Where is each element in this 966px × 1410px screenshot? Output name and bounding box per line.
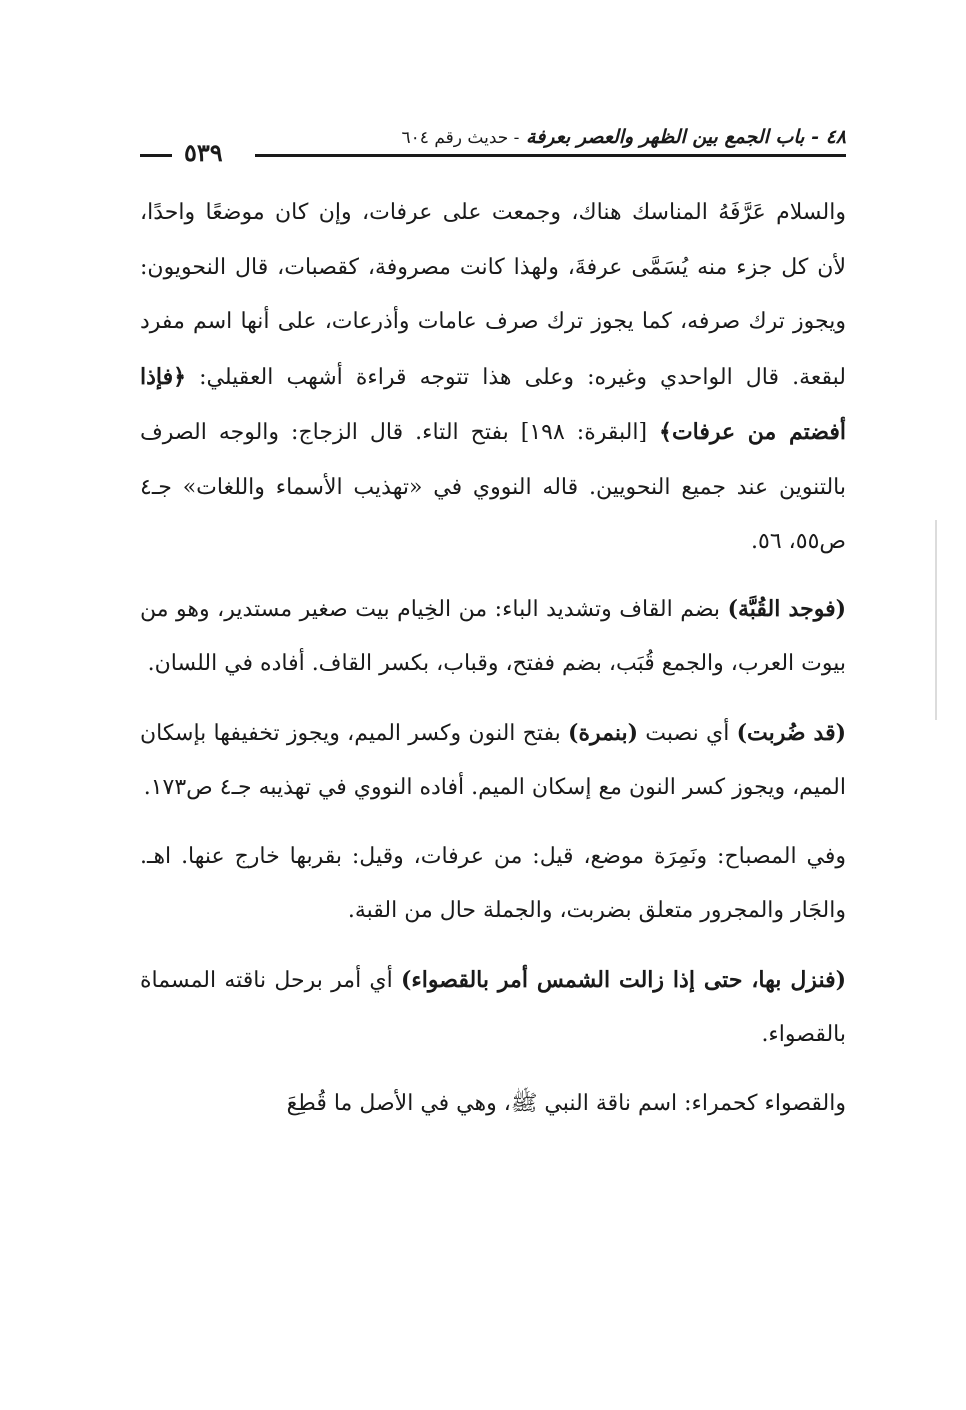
p1-quran-quote: ﴿فإذا أفضتم من عرفات﴾ bbox=[140, 363, 846, 445]
p2-lemma: (فوجد القُبَّة) bbox=[727, 595, 846, 622]
paragraph-4 bbox=[140, 830, 846, 939]
chapter-title bbox=[402, 126, 846, 148]
p1-text-2: [البقرة: ١٩٨] بفتح التاء. قال الزجاج: والوجه الصرف بالتنوين عند جميع النحويين. قاله النووي في «تهذيب الأسماء واللغات» جـ٤ ص٥٥، ٥٦. bbox=[140, 420, 846, 554]
paragraph-1 bbox=[140, 186, 846, 570]
running-header bbox=[140, 118, 846, 168]
paragraph-5 bbox=[140, 953, 846, 1063]
p3-lemma: (قد ضُربت) bbox=[736, 719, 846, 746]
p3-lemma-2: (بنمرة) bbox=[568, 719, 639, 746]
p1-text-1: والسلام عَرَّفَهُ المناسك هناك، وجمعت على عرفات، وإن كان موضعًا واحدًا، لأن كل جزء منه يُسَمَّى عرفةَ، ولهذا كانت مصروفة، كقصبات، قال النحويون: ويجوز ترك صرفه، كما يجوز ترك صرف عامات وأذرعات، على أنها اسم مفرد لبقعة. قال الواحدي وغيره: وعلى هذا تتوجه قراءة أشهب العقيلي: bbox=[140, 200, 846, 390]
page-number: ٥٣٩ bbox=[184, 138, 223, 167]
scan-margin-line bbox=[935, 520, 937, 720]
header-rule-left bbox=[140, 154, 172, 157]
header-rule-right bbox=[255, 154, 846, 157]
p3-text-2: بفتح النون وكسر الميم، ويجوز تخفيفها بإسكان الميم، ويجوز كسر النون مع إسكان الميم. أفاده النووي في تهذيبه جـ٤ ص١٧٣. bbox=[140, 720, 846, 800]
p3-text-1: أي نصبت bbox=[638, 720, 737, 746]
page-body bbox=[140, 186, 846, 1145]
paragraph-6 bbox=[140, 1077, 846, 1132]
p5-lemma: (فنزل بها، حتى إذا زالت الشمس أمر بالقصواء) bbox=[401, 966, 847, 993]
hadith-number: - حديث رقم ٦٠٤ bbox=[401, 128, 520, 148]
p6-text: والقصواء كحمراء: اسم ناقة النبي ﷺ، وهي في الأصل ما قُطِعَ bbox=[286, 1090, 846, 1116]
paragraph-3 bbox=[140, 706, 846, 816]
p4-text: وفي المصباح: ونَمِرَة موضع، قيل: من عرفات، وقيل: بقربها خارج عنها. اهـ. والجَار والمجرور متعلق بضربت، والجملة حال من القبة. bbox=[140, 843, 846, 923]
p2-text: بضم القاف وتشديد الباء: من الخِيام بيت صغير مستدير، وهو من بيوت العرب، والجمع قُبَب، بضم ففتح، وقباب، بكسر القاف. أفاده في اللسان. bbox=[140, 596, 846, 676]
paragraph-2 bbox=[140, 582, 846, 692]
chapter-title-text: ٤٨ - باب الجمع بين الظهر والعصر بعرفة bbox=[526, 126, 846, 148]
p5-text: أي أمر برحل ناقته المسماة بالقصواء. bbox=[140, 967, 846, 1047]
